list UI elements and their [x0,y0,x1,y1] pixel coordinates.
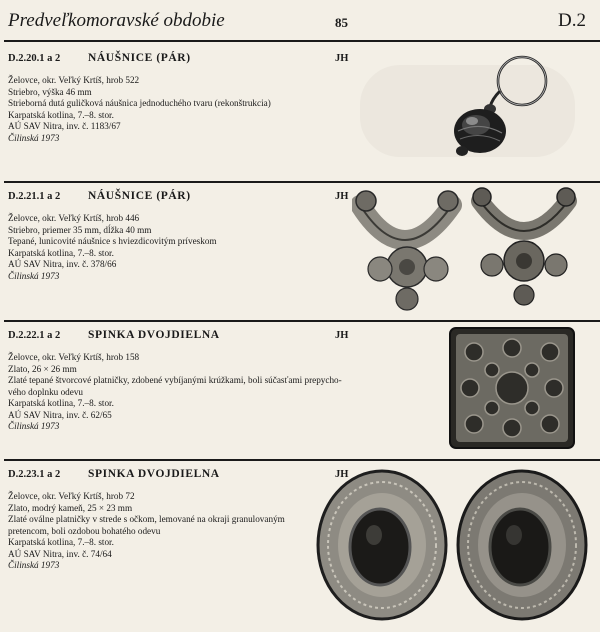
entry-author: JH [335,191,349,202]
entry-author: JH [335,330,349,341]
literature-reference: Čilinská 1973 [8,132,60,143]
desc-line: Tepané, lunicovité náušnice s hviezdicovitým príveskom [8,236,217,246]
right-clasp [458,471,586,619]
desc-line: Zlaté tepané štvorcové platničky, zdobené vybíjanými krúžkami, boli súčasťami prepycho- [8,375,342,385]
desc-line: Karpatská kotlina, 7.–8. stor. [8,247,114,258]
entry-code: D.2.23.1 a 2 [8,469,61,480]
desc-line: pretencom, boli ozdobou bohatého odevu [8,525,161,536]
desc-line: Želovce, okr. Veľký Krtíš, hrob 446 [8,213,140,223]
oval-clasps-photo [314,465,590,625]
entry-description [8,213,328,282]
entry-code: D.2.22.1 a 2 [8,330,61,341]
entry-name: SPINKA DVOJDIELNA [88,468,220,480]
desc-line: AÚ SAV Nitra, inv. č. 74/64 [8,548,112,559]
desc-line: AÚ SAV Nitra, inv. č. 378/66 [8,259,117,269]
catalog-entry [0,459,600,632]
desc-line: vého doplnku odevu [8,386,84,397]
page-number: 85 [335,15,348,30]
entry-description [8,75,328,144]
desc-line: Strieborná dutá guličková náušnica jednoduchého tvaru (rekonštrukcia) [8,98,271,108]
entry-author: JH [335,469,349,480]
desc-line: Želovce, okr. Veľký Krtíš, hrob 72 [8,491,135,501]
lunula-earrings-photo [352,183,600,317]
catalog-entry [0,181,600,319]
header-divider [4,40,600,42]
entry-description [8,491,328,572]
entry-code: D.2.20.1 a 2 [8,53,61,64]
desc-line: AÚ SAV Nitra, inv. č. 62/65 [8,409,112,420]
literature-reference: Čilinská 1973 [8,270,60,281]
literature-reference: Čilinská 1973 [8,421,60,431]
entry-code: D.2.21.1 a 2 [8,191,61,202]
catalog-entry [0,320,600,458]
square-clasp-photo [446,324,578,452]
desc-line: Karpatská kotlina, 7.–8. stor. [8,109,114,120]
entry-description [8,352,342,433]
desc-line: Striebro, výška 46 mm [8,86,92,97]
desc-line: Želovce, okr. Veľký Krtíš, hrob 522 [8,75,140,85]
right-earring [473,188,575,305]
section-label: D.2 [558,10,586,31]
desc-line: Zlaté oválne platničky v strede s očkom, lemované na okraji granulovaným [8,514,285,524]
desc-line: Zlato, modrý kameň, 25 × 23 mm [8,502,133,513]
literature-reference: Čilinská 1973 [8,560,60,570]
desc-line: Karpatská kotlina, 7.–8. stor. [8,537,114,547]
desc-line: Karpatská kotlina, 7.–8. stor. [8,398,114,408]
earring-photo [440,51,560,159]
entry-divider [4,320,600,322]
desc-line: AÚ SAV Nitra, inv. č. 1183/67 [8,121,121,131]
entry-divider [4,459,600,461]
entry-name: NÁUŠNICE (PÁR) [88,52,191,64]
desc-line: Želovce, okr. Veľký Krtíš, hrob 158 [8,352,140,362]
desc-line: Striebro, priemer 35 mm, dĺžka 40 mm [8,224,152,235]
chapter-title: Predveľkomoravské obdobie [8,10,225,31]
page-header [0,0,600,42]
left-clasp [318,471,446,619]
left-earring [356,191,458,310]
desc-line: Zlato, 26 × 26 mm [8,363,77,374]
entry-name: SPINKA DVOJDIELNA [88,329,220,341]
entry-name: NÁUŠNICE (PÁR) [88,190,191,202]
catalog-entry [0,43,600,181]
entry-author: JH [335,53,349,64]
